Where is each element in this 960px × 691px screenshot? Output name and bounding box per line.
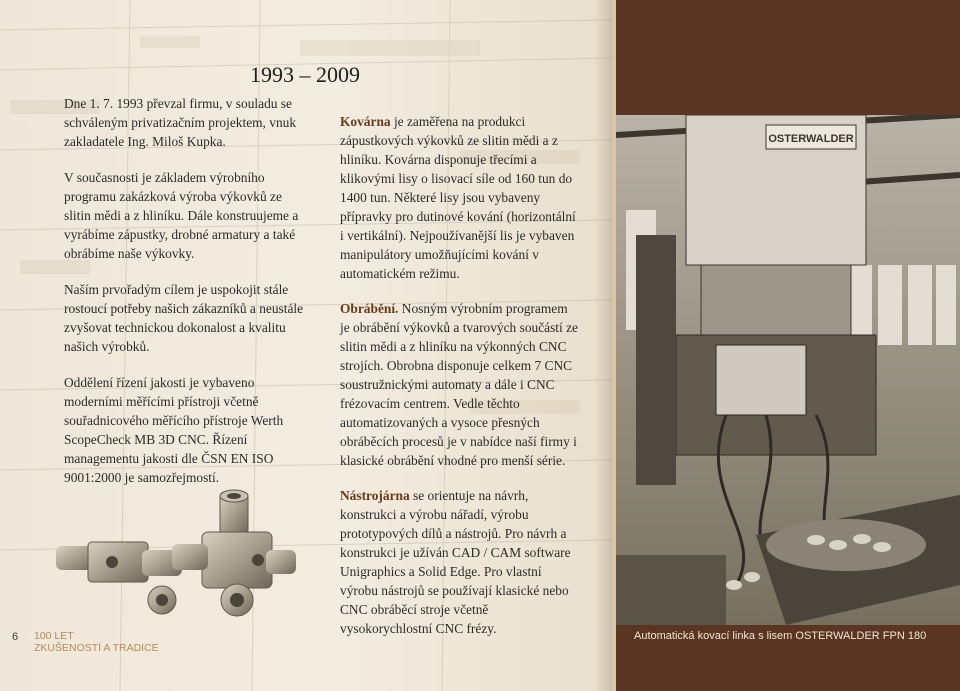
forge-paragraph: [340, 112, 580, 283]
forge-lead: Kovárna: [340, 114, 391, 129]
right-text-column: [340, 112, 580, 654]
forge-text: je zaměřena na produkci zápustkových výkovků ze slitin mědi a z hliníku. Kovárna disponuje třecími a klikovými lisy o lisovací síle od 160 tun do 1400 tun. Některé lisy jsou vybaveny přípravky pro dutinové kování (horizontální i vertikální). Nejpoužívanější lis je vybaven manipulátory umožňujícími kování v automatickém režimu.: [340, 114, 576, 281]
toolroom-lead: Nástrojárna: [340, 488, 410, 503]
toolroom-text: se orientuje na návrh, konstrukci a výrobu nářadí, výrobu prototypových dílů a nástrojů. Pro návrh a konstrukci je užíván CAD / CAM software Unigraphics a Solid Edge. Pro vlastní výrobu nástrojů se používají klasické nebo CNC obráběcí stroje včetně vysokorychlostní CNC frézy.: [340, 488, 571, 636]
footer-brand-line2: ZKUŠENOSTÍ A TRADICE: [34, 642, 159, 654]
quality-paragraph: Oddělení řízení jakosti je vybaveno moderními měřícími přístroji včetně souřadnicového měřícího přístroje Werth ScopeCheck MB 3D CNC. Řízení managementu jakosti dle ČSN EN ISO 9001:2000 je samozřejmostí.: [64, 375, 284, 485]
fitting-part-left: [56, 542, 182, 614]
machine-brand-label: OSTERWALDER: [768, 133, 854, 145]
machining-lead: Obrábění.: [340, 301, 399, 316]
page-heading: 1993 – 2009: [250, 62, 360, 87]
left-text-column: [64, 94, 304, 504]
machining-paragraph: [340, 299, 580, 470]
page-number: 6: [12, 631, 19, 643]
fitting-part-right: [172, 490, 296, 616]
forging-line-photo: [616, 115, 960, 625]
toolroom-paragraph: [340, 486, 580, 638]
production-paragraph: V současnosti je základem výrobního programu zakázková výroba výkovků ze slitin mědi a z hliníku. Dále konstruujeme a vyrábíme zápustky, drobné armatury a také obrábíme naše výkovky.: [64, 170, 299, 261]
intro-paragraph: Dne 1. 7. 1993 převzal firmu, v souladu se schváleným privatizačním projektem, vnuk zakladatele Ing. Miloš Kupka.: [64, 96, 297, 149]
photo-caption: Automatická kovací linka s lisem OSTERWALDER FPN 180: [634, 630, 927, 642]
brass-parts-image: [52, 488, 302, 628]
goal-paragraph: Naším prvořadým cílem je uspokojit stále rostoucí potřeby našich zákazníků a neustále zvyšovat technickou dokonalost a kvalitu našich výrobků.: [64, 282, 304, 354]
machining-text: Nosným výrobním programem je obrábění výkovků a tvarových součástí ze slitin mědi a z hliníku na výkonných CNC strojích. Obrobna disponuje celkem 7 CNC soustružnickými automaty a dále i CNC frézovacím centrem. Vedle těchto automatizovaných a vysoce přesných obráběcích procesů je v nabídce naší firmy i klasické obrábění vhodné pro menší série.: [340, 301, 578, 468]
photo-panel: [616, 0, 960, 691]
footer-brand: [34, 630, 159, 654]
footer-brand-line1: 100 LET: [34, 630, 74, 642]
